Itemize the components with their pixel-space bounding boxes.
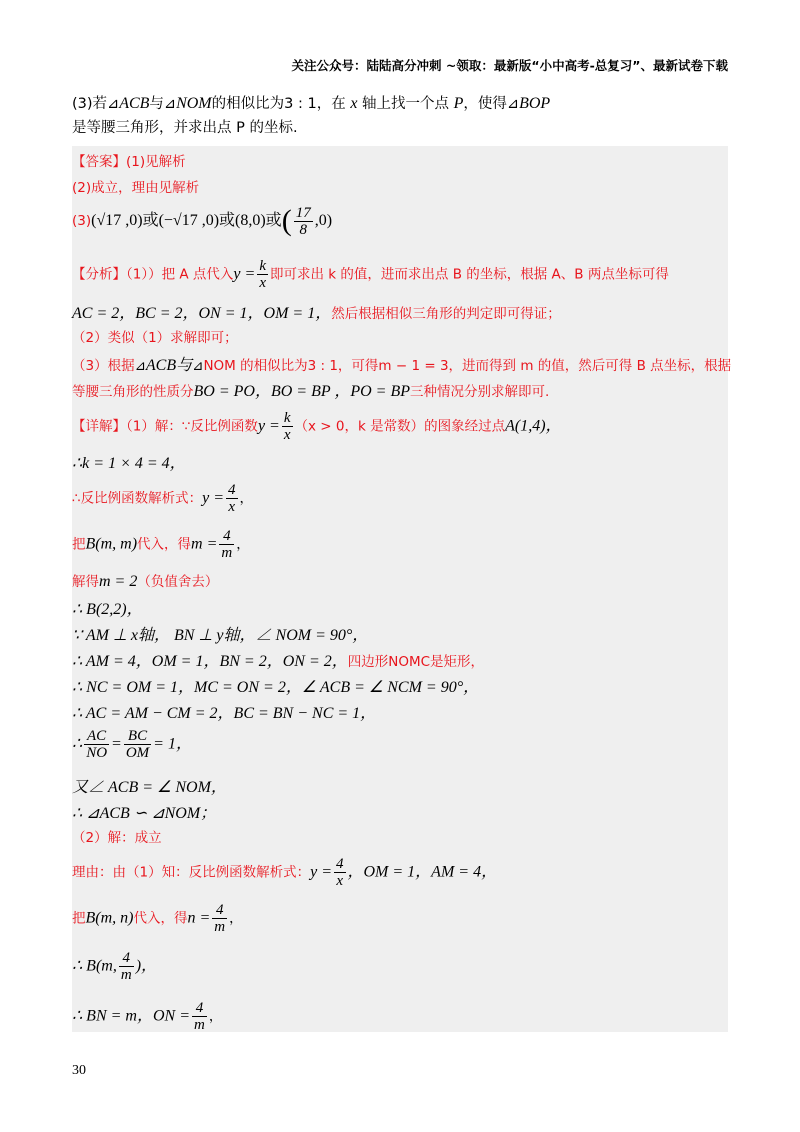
question-block — [72, 92, 728, 140]
detail-line-10: ∴ AC = AM − CM = 2，BC = BN − NC = 1， — [72, 705, 377, 722]
detail-line-4: 把B(m, m)代入，得m = $\frac{4}{m}$ ， — [72, 528, 250, 561]
detail-line-16: 把B(m, n)代入，得n = $\frac{4}{m}$ ， — [72, 902, 243, 935]
answer-line-3: (3)(√17 ,0)或(−√17 ,0)或(8,0)或( $\frac{17}{8}$ ,0) — [72, 204, 333, 238]
detail-line-6: ∴ B(2,2)， — [72, 601, 143, 618]
analysis-line-3: （2）类似（1）求解即可； — [72, 330, 238, 346]
detail-line-9: ∴ NC = OM = 1，MC = ON = 2，∠ ACB = ∠ NCM = 90°， — [72, 679, 480, 696]
detail-line-18: ∴ BN = m，ON = $\frac{4}{m}$ ， — [72, 1000, 223, 1033]
answer-line-1: 【答案】(1)见解析 — [72, 154, 186, 170]
question-line-2: 是等腰三角形，并求出点 P 的坐标. — [72, 120, 298, 136]
detail-line-14: （2）解：成立 — [72, 830, 162, 846]
detail-line-7: ∵ AM ⊥ x轴， BN ⊥ y轴，∠ NOM = 90°， — [72, 627, 369, 644]
detail-line-12: 又∠ ACB = ∠ NOM， — [72, 779, 227, 796]
page-header: 关注公众号：陆陆高分冲刺 ~领取：最新版“小中高考-总复习”、最新试卷下载 — [291, 58, 728, 73]
detail-line-5: 解得m = 2（负值舍去） — [72, 573, 219, 590]
analysis-line-2: AC = 2，BC = 2，ON = 1，OM = 1，然后根据相似三角形的判定即可得证； — [72, 305, 561, 322]
detail-line-11: ∴ $\frac{AC}{NO}$ = $\frac{BC}{OM}$ = 1， — [72, 728, 192, 761]
analysis-line-4: （3）根据⊿ACB与⊿NOM 的相似比为3 : 1，可得m − 1 = 3，进而得到 m 的值，然后可得 B 点坐标，根据 — [72, 357, 732, 374]
analysis-line-1: 【分析】（1））把 A 点代入y = $\frac{k}{x}$ 即可求出 k 的值，进而求出点 B 的坐标，根据 A、B 两点坐标可得 — [72, 258, 669, 291]
detail-line-1: 【详解】（1）解：∵反比例函数y = $\frac{k}{x}$ （x > 0，k 是常数）的图象经过点A(1,4)， — [72, 410, 562, 443]
analysis-line-5: 等腰三角形的性质分BO = PO，BO = BP ，PO = BP三种情况分别求解即可. — [72, 383, 550, 400]
detail-line-15: 理由：由（1）知：反比例函数解析式：y = $\frac{4}{x}$ ，OM = 1，AM = 4， — [72, 856, 498, 889]
answer-line-2: (2)成立，理由见解析 — [72, 180, 200, 196]
detail-line-17: ∴ B(m, $\frac{4}{m}$ )， — [72, 950, 158, 983]
detail-line-3: ∴反比例函数解析式：y = $\frac{4}{x}$ ， — [72, 482, 253, 515]
detail-line-13: ∴ ⊿ACB ∽ ⊿NOM； — [72, 805, 217, 822]
page-number: 30 — [72, 1063, 86, 1078]
detail-line-2: ∴k = 1 × 4 = 4， — [72, 455, 186, 472]
question-line-1: (3)若⊿ACB与⊿NOM的相似比为3 : 1，在 x 轴上找一个点 P，使得⊿BOP — [72, 95, 551, 112]
detail-line-8: ∴ AM = 4，OM = 1，BN = 2，ON = 2，四边形NOMC是矩形， — [72, 653, 485, 670]
